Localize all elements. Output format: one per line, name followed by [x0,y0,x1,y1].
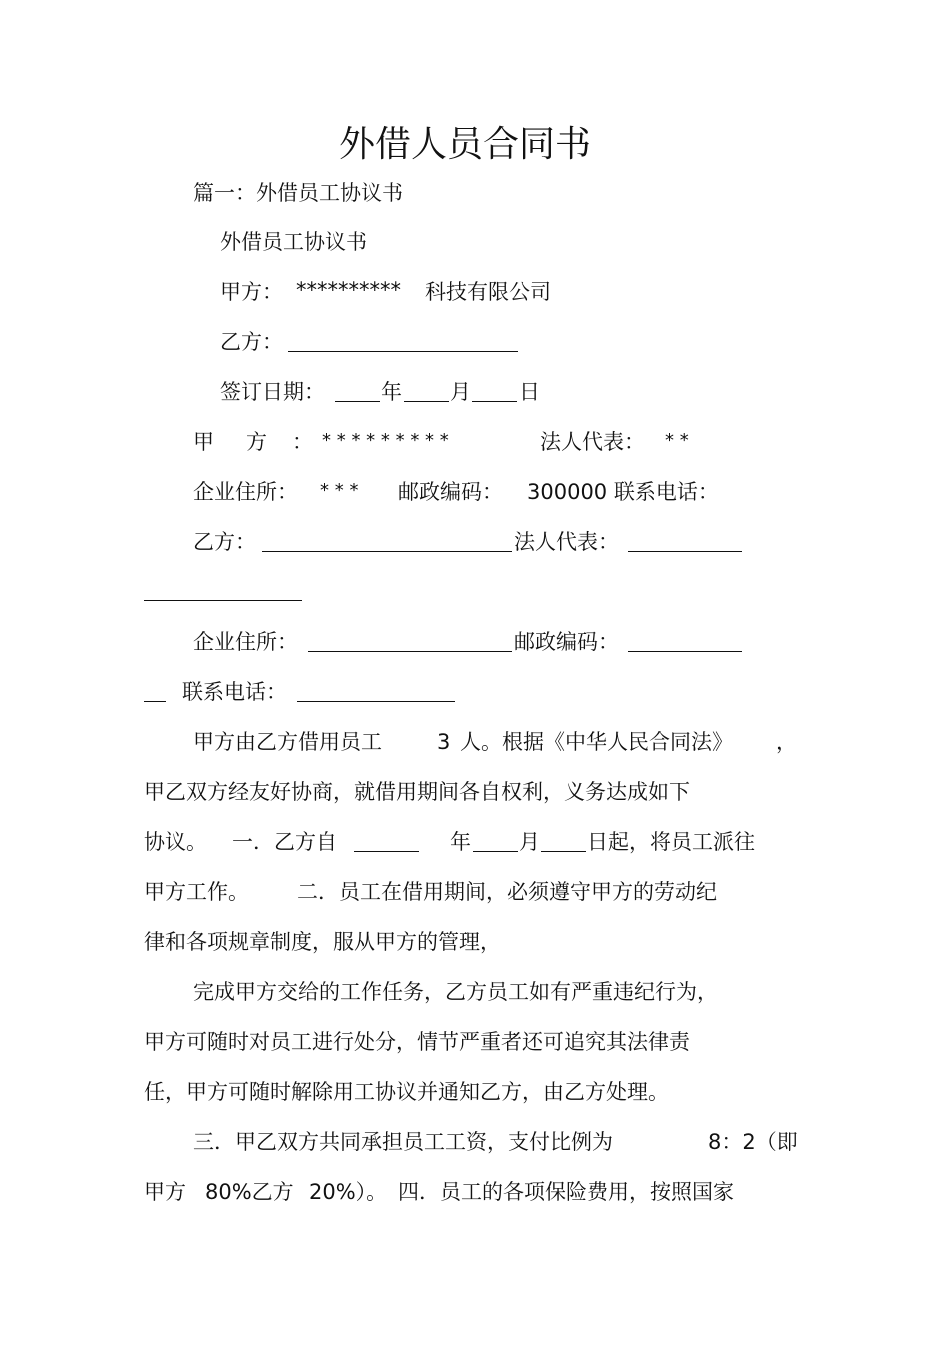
sign-date-label: 签订日期： [220,380,325,404]
postal-continuation-blank[interactable] [144,679,166,702]
legal-rep-masked: * * [665,430,689,451]
clause-1-month: 月 [519,830,540,854]
address-masked: * * * [320,480,359,501]
clause-1-year-blank[interactable] [354,829,419,852]
clause-1-day-blank[interactable] [541,829,586,852]
body-text: 协议。 [144,830,207,854]
document-title: 外借人员合同书 [338,124,591,165]
body-text: ， [776,730,797,754]
clause-2-text: 律和各项规章制度，服从甲方的管理， [144,930,501,954]
party-a-colon: ： [292,430,313,454]
party-b-legal-rep-blank[interactable] [628,529,742,552]
employee-count: 3 [437,730,451,754]
party-a-masked: ********** [296,278,401,302]
party-b-legal-rep-label: 法人代表： [514,530,619,554]
party-a-company: 科技有限公司 [425,280,551,304]
postal-code-label: 邮政编码： [398,480,503,504]
legal-rep-label: 法人代表： [540,430,645,454]
month-label: 月 [450,380,471,404]
section-heading: 篇一：外借员工协议书 [193,181,403,205]
party-a-char2: 方 [246,430,267,454]
clause-1-year: 年 [450,830,471,854]
continuation-blank[interactable] [144,578,302,601]
month-blank[interactable] [404,379,449,402]
body-text: 甲方工作。 [144,880,249,904]
year-blank[interactable] [335,379,380,402]
party-b-address-blank[interactable] [308,629,512,652]
clause-3-share-a: 80%乙方 [205,1180,294,1204]
body-text: 甲方可随时对员工进行处分，情节严重者还可追究其法律责 [144,1030,690,1054]
party-a-masked-name: * * * * * * * * * [322,430,449,451]
party-a-char1: 甲 [193,430,214,454]
body-text: 甲乙双方经友好协商，就借用期间各自权利，义务达成如下 [144,780,690,804]
party-b-postal-blank[interactable] [628,629,742,652]
party-b-phone-blank[interactable] [297,679,455,702]
party-b-label: 乙方： [220,330,283,354]
party-b-name-blank[interactable] [262,529,512,552]
party-a-label: 甲方： [220,280,283,304]
party-b-postal-label: 邮政编码： [514,630,619,654]
clause-1-text: 一．乙方自 [232,830,337,854]
party-b-blank[interactable] [288,329,518,352]
address-label: 企业住所： [193,480,298,504]
clause-1-month-blank[interactable] [473,829,518,852]
agreement-subtitle: 外借员工协议书 [220,230,367,254]
postal-code-and-phone: 300000 联系电话： [527,480,719,504]
party-b-label-2: 乙方： [193,530,256,554]
year-label: 年 [381,380,402,404]
body-text: 甲方由乙方借用员工 [193,730,382,754]
party-b-phone-label: 联系电话： [182,680,287,704]
clause-3-text: 三．甲乙双方共同承担员工工资，支付比例为 [193,1130,613,1154]
body-text: 完成甲方交给的工作任务，乙方员工如有严重违纪行为， [193,980,718,1004]
day-label: 日 [519,380,540,404]
day-blank[interactable] [472,379,517,402]
clause-1-text: 日起，将员工派往 [587,830,755,854]
clause-3-share-b: 20%）。 [309,1180,388,1204]
clause-3-text: 甲方 [144,1180,186,1204]
clause-2-text: 二．员工在借用期间，必须遵守甲方的劳动纪 [297,880,717,904]
party-b-address-label: 企业住所： [193,630,298,654]
body-text: 人。根据《中华人民合同法》 [460,730,733,754]
clause-3-ratio: 8：2（即 [708,1130,798,1154]
body-text: 任，甲方可随时解除用工协议并通知乙方，由乙方处理。 [144,1080,669,1104]
clause-4-text: 四．员工的各项保险费用，按照国家 [398,1180,734,1204]
